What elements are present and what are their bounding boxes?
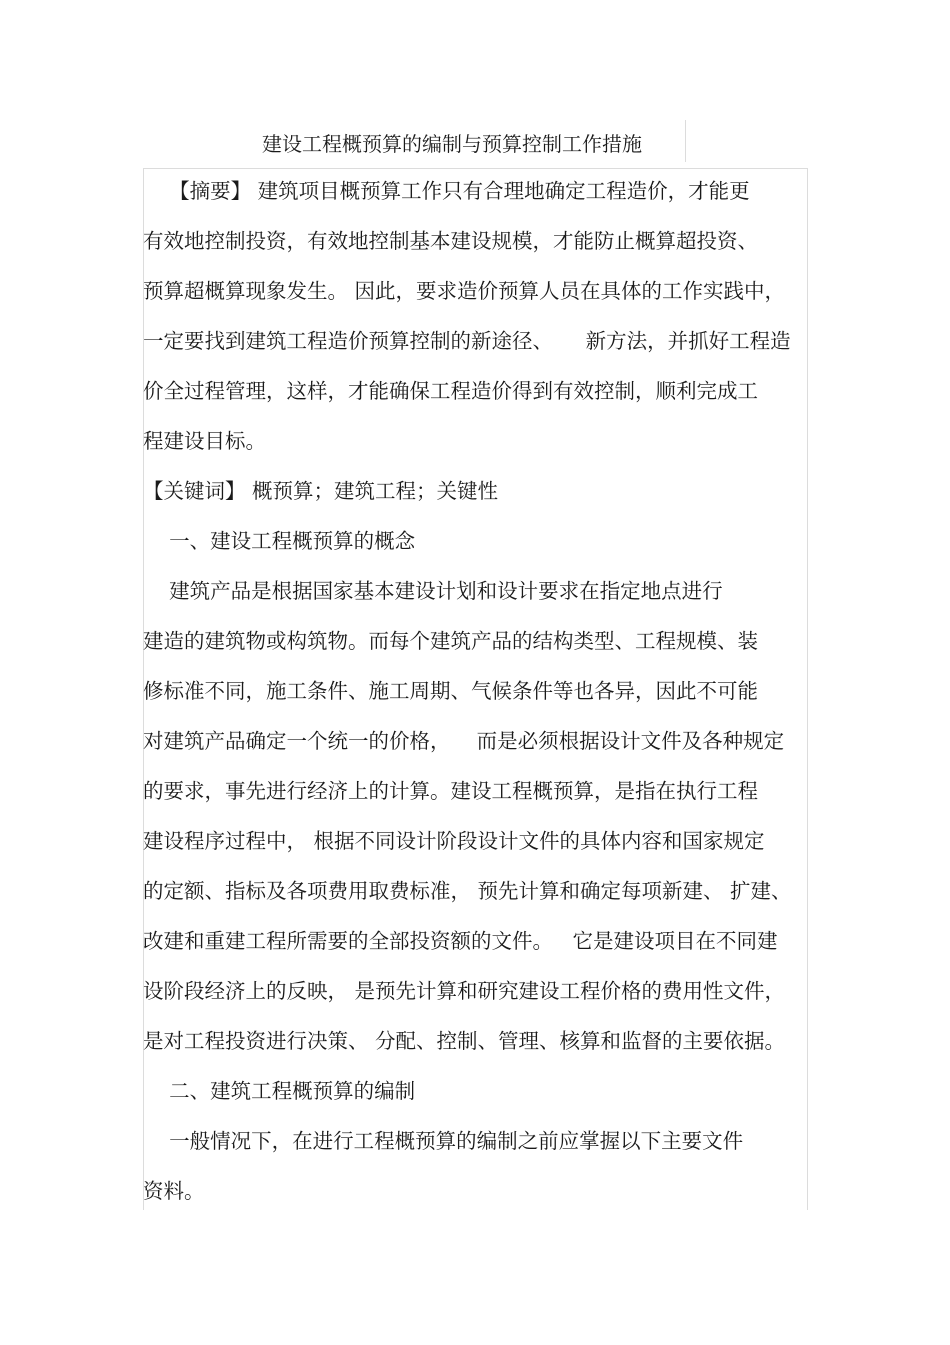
text-line: 对建筑产品确定一个统一的价格， 而是必须根据设计文件及各种规定	[143, 729, 785, 753]
text-line: 价全过程管理，这样，才能确保工程造价得到有效控制，顺利完成工	[143, 379, 758, 403]
text-line: 设阶段经济上的反映， 是预先计算和研究建设工程价格的费用性文件，	[143, 979, 786, 1003]
frame-line-title-right	[685, 120, 686, 162]
text-line: 【摘要】 建筑项目概预算工作只有合理地确定工程造价，才能更	[143, 179, 750, 203]
text-line: 二、建筑工程概预算的编制	[143, 1079, 416, 1103]
text-line: 程建设目标。	[143, 429, 266, 453]
text-line: 一定要找到建筑工程造价预算控制的新途径、 新方法，并抓好工程造	[143, 329, 791, 353]
text-line: 资料。	[143, 1179, 205, 1203]
text-line: 【关键词】 概预算；建筑工程；关键性	[143, 479, 499, 503]
text-line: 建设程序过程中， 根据不同设计阶段设计文件的具体内容和国家规定	[143, 829, 765, 853]
text-line: 有效地控制投资，有效地控制基本建设规模，才能防止概算超投资、	[143, 229, 758, 253]
text-line: 一、建设工程概预算的概念	[143, 529, 416, 553]
text-line: 是对工程投资进行决策、 分配、控制、管理、核算和监督的主要依据。	[143, 1029, 786, 1053]
text-line: 建筑产品是根据国家基本建设计划和设计要求在指定地点进行	[143, 579, 723, 603]
text-line: 一般情况下，在进行工程概预算的编制之前应掌握以下主要文件	[143, 1129, 744, 1153]
frame-line-right	[807, 168, 808, 1210]
frame-line-top	[143, 168, 808, 169]
text-line: 修标准不同，施工条件、施工周期、气候条件等也各异，因此不可能	[143, 679, 758, 703]
document-title: 建设工程概预算的编制与预算控制工作措施	[262, 132, 642, 156]
text-line: 建造的建筑物或构筑物。而每个建筑产品的结构类型、工程规模、装	[143, 629, 758, 653]
text-line: 改建和重建工程所需要的全部投资额的文件。 它是建设项目在不同建	[143, 929, 778, 953]
text-line: 的定额、指标及各项费用取费标准， 预先计算和确定每项新建、 扩建、	[143, 879, 792, 903]
text-line: 预算超概算现象发生。 因此，要求造价预算人员在具体的工作实践中，	[143, 279, 786, 303]
text-line: 的要求，事先进行经济上的计算。建设工程概预算，是指在执行工程	[143, 779, 758, 803]
